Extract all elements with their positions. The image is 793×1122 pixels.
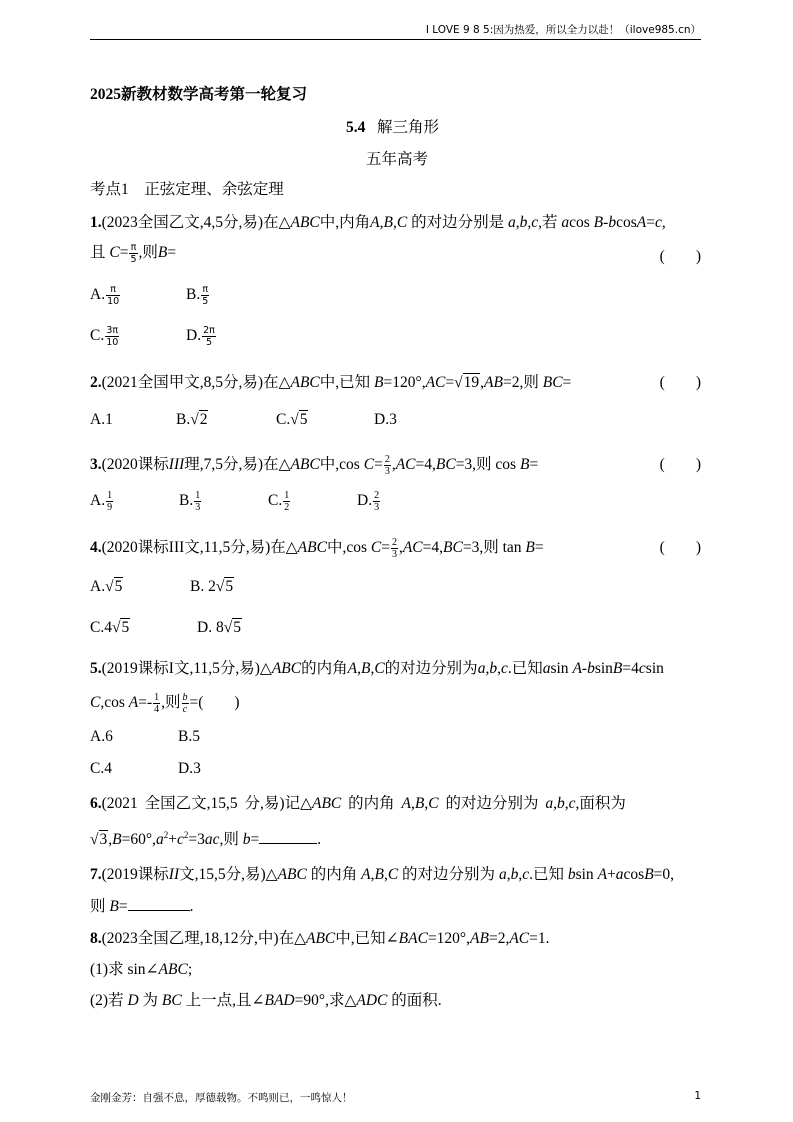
q5-option-a — [90, 728, 113, 746]
option-label: D. — [186, 327, 202, 345]
question-1-number: 1. — [90, 214, 102, 231]
option-label: C. — [90, 760, 105, 777]
page-header: I LOVE 9 8 5:因为热爱，所以全力以赴！（ilove985.cn） — [425, 24, 701, 36]
topic-heading: 考点1 正弦定理、余弦定理 — [90, 181, 284, 198]
question-8-line-1: 8.(2023全国乙理,18,12分,中)在△ABC中,已知∠BAC=120°,AB=2,AC=1. — [90, 930, 550, 947]
q8-text-e: (1)求 sin∠ — [90, 961, 159, 978]
option-num: 1 — [284, 490, 290, 501]
section-subtitle: 五年高考 — [366, 151, 429, 168]
q5-text-i: =- — [138, 694, 153, 711]
option-label: C. — [90, 327, 105, 345]
option-sqrt: 5 — [121, 619, 130, 636]
frac-den: 3 — [391, 548, 397, 560]
option-label: B. — [176, 411, 191, 428]
question-1-line-1: 1.(2023全国乙文,4,5分,易)在△ABC中,内角A,B,C 的对边分别是 a,b,c,若 acos B-bcosA=c, — [90, 214, 666, 231]
question-4-line: 4.(2020课标III文,11,5分,易)在△ABC中,cos C= $\frac{2}{3}$ ,AC=4,BC=3,则 tan B= — [90, 536, 544, 560]
header-divider — [90, 39, 701, 40]
q2-sqrt: √19 — [454, 374, 480, 391]
q5-text-b: 的对边分别为 — [384, 660, 478, 677]
option-num: 2 — [374, 490, 380, 501]
option-label: D. — [178, 760, 194, 777]
section-number: 5.4 — [346, 119, 366, 136]
frac-num: 2 — [384, 453, 390, 465]
option-label: D. — [197, 619, 216, 636]
question-8-part-1: (1)求 sin∠ABC; — [90, 961, 193, 978]
q7-text-b: 的内角 — [310, 866, 358, 883]
q1-text-e: ,则 — [138, 244, 158, 261]
q1-text-d: 且 — [90, 244, 106, 261]
option-num: 1 — [195, 490, 201, 501]
frac-den: 4 — [154, 703, 160, 715]
q5-option-c — [90, 760, 112, 778]
q6-text-g: ,则 — [219, 831, 243, 848]
document-title: 2025新教材数学高考第一轮复习 — [90, 86, 308, 103]
option-den: 2 — [284, 502, 290, 513]
q7-text-f: cos — [623, 866, 645, 883]
q4-text-a: 中,cos — [326, 539, 367, 556]
q1-option-d — [186, 325, 217, 348]
frac-den: 3 — [384, 465, 390, 477]
q4-option-b: B. 2√5 — [190, 578, 234, 595]
q6-text-i: . — [317, 831, 322, 848]
q7-text-h: 则 — [90, 898, 106, 915]
question-3-line: 3.(2020课标III理,7,5分,易)在△ABC中,cos C= $\frac{2}{3}$ ,AC=4,BC=3,则 cos B= — [90, 453, 539, 477]
question-3-source: (2020课标 — [101, 456, 169, 473]
q3-option-c — [268, 490, 291, 513]
option-value: 5 — [192, 728, 200, 745]
q7-text-c: 的对边分别为 — [402, 866, 496, 883]
q4-option-d: D. 8√5 — [197, 619, 241, 636]
frac-num: 1 — [154, 691, 160, 703]
option-num: 1 — [107, 490, 113, 501]
q4-text-c: =3,则 tan — [462, 539, 522, 556]
q8-text-c: =2, — [488, 930, 510, 947]
q6-text-h: = — [250, 831, 260, 848]
q8-text-b: =120°, — [427, 930, 471, 947]
question-1-source: (2023全国乙文,4,5分,易)在△ — [101, 214, 291, 231]
option-label: D. — [357, 492, 373, 510]
q8-text-g: (2)若 — [90, 992, 124, 1009]
q2-text-a: 中,已知 — [319, 374, 371, 391]
q5-text-g: sin — [645, 660, 664, 677]
q7-text-j: . — [189, 898, 194, 915]
q1-text-b: 的对边分别是 — [411, 214, 505, 231]
question-2-source: (2021全国甲文,8,5分,易)在△ — [101, 374, 291, 391]
q5-text-e: sin — [594, 660, 613, 677]
question-1-answer-paren: ( ) — [659, 248, 701, 265]
q3-fraction — [384, 454, 391, 477]
option-num: π — [202, 284, 209, 295]
option-den: 9 — [107, 502, 113, 513]
q8-text-k: 的面积. — [391, 992, 442, 1009]
frac-den: c — [182, 703, 188, 715]
question-5-line-1: 5.(2019课标I文,11,5分,易)△ABC的内角A,B,C的对边分别为a,b,c.已知asin A-bsinB=4csin — [90, 660, 664, 677]
option-label: C. — [90, 619, 105, 636]
question-8-part-2: (2)若 D 为 BC 上一点,且∠BAD=90°,求△ADC 的面积. — [90, 992, 442, 1009]
q2-sqrt-value: 19 — [463, 374, 480, 391]
q6-sqrt-value: 3 — [99, 831, 108, 848]
option-den: 5 — [205, 337, 212, 348]
q5-text-h: ,cos — [100, 694, 125, 711]
question-2-number: 2. — [90, 374, 102, 391]
frac-num: 2 — [391, 536, 397, 548]
q6-text-a: 的内角 — [341, 795, 402, 812]
option-label: A. — [90, 578, 106, 595]
option-label: B. — [178, 728, 193, 745]
q7-text-g: =0, — [653, 866, 675, 883]
q6-text-e: =60°, — [121, 831, 156, 848]
option-coef: 8 — [215, 619, 224, 636]
option-sqrt: 5 — [114, 578, 123, 595]
question-4-answer-paren: ( ) — [659, 539, 701, 556]
q5-cos-fraction — [153, 692, 160, 715]
question-2-answer-paren: ( ) — [659, 374, 701, 391]
option-sqrt: 2 — [199, 411, 208, 428]
option-label: A. — [90, 728, 106, 745]
option-value: 6 — [105, 728, 113, 745]
q3-text-b: 中,cos — [319, 456, 360, 473]
q6-text-d: , — [108, 831, 113, 848]
question-5-source: (2019课标I文,11,5分,易)△ — [101, 660, 272, 677]
section-title: 解三角形 — [377, 119, 440, 136]
question-2-line: 2.(2021全国甲文,8,5分,易)在△ABC中,已知 B=120°,AC=√19,AB=2,则 BC= — [90, 374, 572, 391]
question-6-source: (2021 全国乙文,15,5 分,易)记△ — [101, 795, 312, 812]
option-den: 5 — [202, 296, 209, 307]
option-sqrt: 5 — [225, 578, 234, 595]
option-label: B. — [190, 578, 209, 595]
question-5-number: 5. — [90, 660, 102, 677]
q6-answer-blank[interactable] — [259, 830, 317, 844]
question-7-line-1: 7.(2019课标II文,15,5分,易)△ABC 的内角 A,B,C 的对边分别为 a,b,c.已知 bsin A+acosB=0, — [90, 866, 675, 883]
q7-text-e: sin — [575, 866, 594, 883]
question-6-line-2: $√3,B=60^\circ,a^2+c^2=3ac$,则 b= . — [90, 829, 322, 848]
option-den: 3 — [374, 502, 380, 513]
question-7-source: (2019课标 — [101, 866, 169, 883]
question-8-source: (2023全国乙理,18,12分,中)在△ — [101, 930, 306, 947]
page-number: 1 — [694, 1090, 701, 1102]
q1-text-a: 中,内角 — [319, 214, 371, 231]
question-4-source: (2020课标III文,11,5分,易)在△ — [101, 539, 298, 556]
q1-option-b — [186, 284, 210, 307]
question-8-number: 8. — [90, 930, 102, 947]
q8-text-h: 为 — [142, 992, 159, 1009]
question-7-number: 7. — [90, 866, 102, 883]
option-value: 3 — [193, 760, 201, 777]
option-coef: 2 — [208, 578, 216, 595]
option-den: 10 — [107, 296, 120, 307]
q1-c-fraction: $\frac{\pi}{5}$ — [130, 241, 137, 265]
q7-text-a: 文,15,5分,易)△ — [179, 866, 278, 883]
q3-text-d: =3,则 cos — [455, 456, 517, 473]
q2-option-b: B.√2 — [176, 411, 208, 428]
q5-option-b — [178, 728, 200, 746]
q5-text-f: =4 — [622, 660, 639, 677]
q2-option-d — [374, 411, 397, 429]
option-label: C. — [276, 411, 291, 428]
q6-text-c: ,面积为 — [575, 795, 626, 812]
q3-text-c: =4, — [415, 456, 436, 473]
question-4-number: 4. — [90, 539, 102, 556]
q4-option-c: C.4√5 — [90, 619, 130, 636]
q8-text-d: =1. — [529, 930, 550, 947]
page-footer: 金刚金芳：自强不息，厚德载物。不鸣则已，一鸣惊人！ — [90, 1092, 353, 1104]
q2-text-b: =120°, — [383, 374, 426, 391]
q3-option-d — [357, 490, 381, 513]
option-label: B. — [179, 492, 194, 510]
question-5-line-2: C,cos A=- $\frac{1}{4}$ ,则 $\frac{b}{c}$ =( ) — [90, 691, 240, 715]
option-label: A. — [90, 411, 106, 428]
q8-text-f: ; — [187, 961, 193, 978]
q5-text-k: =( ) — [189, 694, 240, 711]
option-label: D. — [374, 411, 390, 428]
question-3-answer-paren: ( ) — [659, 456, 701, 473]
frac-num: b — [182, 691, 188, 703]
option-value: 1 — [105, 411, 113, 428]
q5-option-d — [178, 760, 201, 778]
q2-option-c: C.√5 — [276, 411, 308, 428]
q4-text-b: =4, — [422, 539, 444, 556]
option-label: A. — [90, 286, 106, 304]
option-num: π — [106, 284, 120, 296]
option-label: B. — [186, 286, 201, 304]
option-den: 3 — [195, 502, 201, 513]
q1-option-c — [90, 325, 120, 348]
q4-option-a: A.√5 — [90, 578, 123, 595]
q5-ratio-fraction — [182, 692, 189, 715]
q3-roman: III — [168, 456, 185, 473]
question-3-number: 3. — [90, 456, 102, 473]
q4-fraction — [391, 537, 398, 560]
q3-text-a: 理,7,5分,易)在△ — [184, 456, 291, 473]
question-6-number: 6. — [90, 795, 102, 812]
q7-roman: II — [168, 866, 180, 883]
q8-text-j: =90°,求△ — [294, 992, 357, 1009]
q1-text-c: ,若 — [538, 214, 558, 231]
q3-option-b — [179, 490, 202, 513]
q5-text-j: ,则 — [161, 694, 181, 711]
q7-answer-blank[interactable] — [128, 897, 190, 911]
question-7-line-2: 则 B= . — [90, 898, 194, 915]
q8-text-a: 中,已知∠ — [335, 930, 399, 947]
question-1-line-2: 且 C= $\frac{\pi}{5}$ ,则B= — [90, 241, 177, 265]
q2-option-a — [90, 411, 113, 429]
q5-text-a: 的内角 — [301, 660, 348, 677]
q8-text-i: 上一点,且∠ — [185, 992, 265, 1009]
option-coef: 4 — [104, 619, 112, 636]
q2-text-c: =2,则 — [502, 374, 539, 391]
section-heading — [346, 115, 439, 137]
question-6-line-1: 6.(2021 全国乙文,15,5 分,易)记△ABC 的内角 A,B,C 的对边分别为 a,b,c,面积为 — [90, 795, 626, 812]
q6-text-f: =3 — [188, 831, 205, 848]
option-den: 10 — [106, 337, 119, 348]
q6-sqrt: √3 — [90, 831, 108, 848]
option-sqrt: 5 — [233, 619, 241, 636]
q3-option-a — [90, 490, 114, 513]
option-num: 3π — [106, 325, 119, 336]
q5-text-c: .已知 — [507, 660, 543, 677]
option-value: 4 — [104, 760, 112, 777]
q6-text-b: 的对边分别为 — [438, 795, 546, 812]
option-label: C. — [268, 492, 283, 510]
option-value: 3 — [389, 411, 397, 428]
q7-text-d: .已知 — [529, 866, 564, 883]
q7-text-i: = — [118, 898, 128, 915]
option-sqrt: 5 — [299, 411, 308, 428]
option-label: A. — [90, 492, 106, 510]
q1-option-a — [90, 284, 121, 307]
q5-text-d: sin — [550, 660, 569, 677]
option-num: 2π — [203, 325, 215, 336]
